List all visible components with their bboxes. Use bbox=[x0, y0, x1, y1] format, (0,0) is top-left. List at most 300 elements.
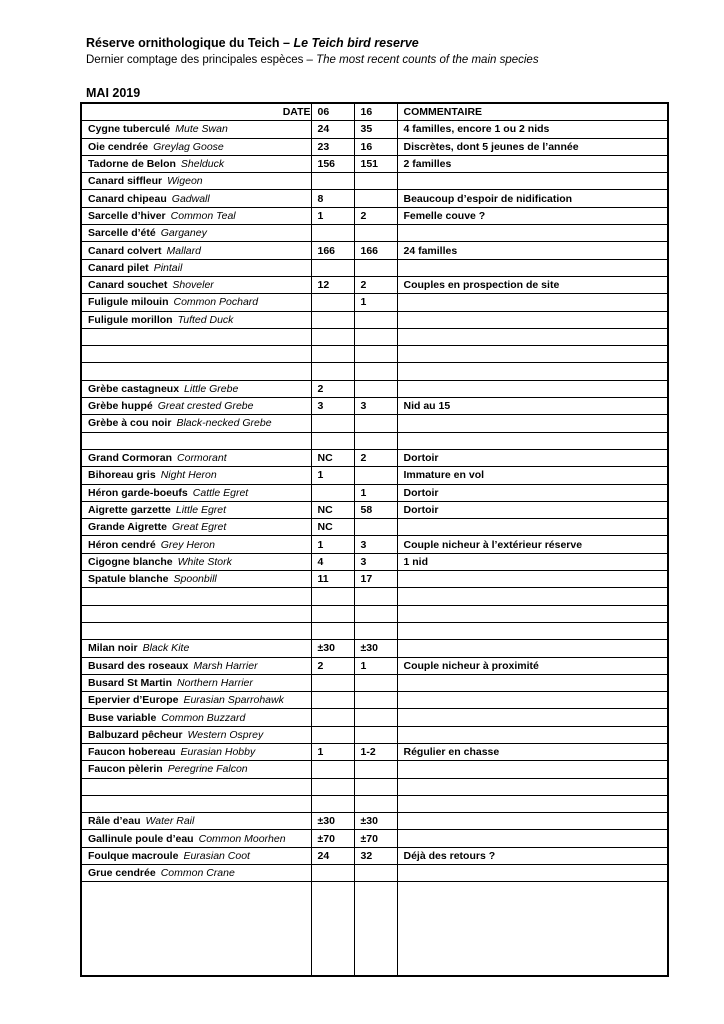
species-name-en: Wigeon bbox=[167, 175, 203, 188]
comment-cell bbox=[397, 640, 668, 657]
count-cell-16 bbox=[354, 865, 397, 882]
species-name-en: Eurasian Sparrohawk bbox=[183, 694, 284, 707]
species-name-fr: Aigrette garzette bbox=[88, 503, 171, 516]
species-name-fr: Tadorne de Belon bbox=[88, 158, 176, 171]
species-name-en: Greylag Goose bbox=[153, 140, 224, 153]
table-row bbox=[81, 813, 668, 830]
table-row bbox=[81, 242, 668, 259]
species-name-fr: Grande Aigrette bbox=[88, 521, 167, 534]
comment-cell bbox=[397, 571, 668, 588]
count-cell-06 bbox=[311, 795, 354, 812]
species-name-fr: Canard pilet bbox=[88, 261, 149, 274]
species-cell bbox=[81, 674, 311, 691]
count-cell-16 bbox=[354, 363, 397, 380]
species-name-fr: Gallinule poule d’eau bbox=[88, 832, 194, 845]
species-name-en: Common Crane bbox=[160, 867, 235, 880]
count-cell-16 bbox=[354, 692, 397, 709]
count-cell-16 bbox=[354, 173, 397, 190]
comment-cell: Nid au 15 bbox=[397, 398, 668, 415]
species-cell bbox=[81, 138, 311, 155]
count-cell-16 bbox=[354, 605, 397, 622]
count-cell-06 bbox=[311, 311, 354, 328]
comment-cell bbox=[397, 778, 668, 795]
comment-cell: Dortoir bbox=[397, 501, 668, 518]
count-cell-06: 1 bbox=[311, 467, 354, 484]
table-row bbox=[81, 467, 668, 484]
count-cell-06 bbox=[311, 294, 354, 311]
count-cell-06 bbox=[311, 709, 354, 726]
comment-cell: Immature en vol bbox=[397, 467, 668, 484]
table-row bbox=[81, 276, 668, 293]
species-cell bbox=[81, 847, 311, 864]
count-cell-16: 58 bbox=[354, 501, 397, 518]
species-name-fr: Faucon hobereau bbox=[88, 746, 176, 759]
count-cell-06: 1 bbox=[311, 536, 354, 553]
species-cell bbox=[81, 640, 311, 657]
species-name-en: Little Egret bbox=[175, 503, 227, 516]
species-cell bbox=[81, 225, 311, 242]
table-row bbox=[81, 865, 668, 882]
table-row bbox=[81, 588, 668, 605]
count-cell-16 bbox=[354, 882, 397, 976]
month-heading: MAI 2019 bbox=[86, 86, 141, 100]
comment-cell: Couples en prospection de site bbox=[397, 276, 668, 293]
species-cell bbox=[81, 276, 311, 293]
species-cell bbox=[81, 726, 311, 743]
table-row bbox=[81, 830, 668, 847]
species-cell bbox=[81, 398, 311, 415]
table-row bbox=[81, 328, 668, 345]
comment-cell bbox=[397, 588, 668, 605]
comment-cell: Femelle couve ? bbox=[397, 207, 668, 224]
species-name-en: Common Pochard bbox=[173, 296, 259, 309]
table-row bbox=[81, 398, 668, 415]
count-cell-16: 3 bbox=[354, 536, 397, 553]
table-row bbox=[81, 259, 668, 276]
species-name-en: Marsh Harrier bbox=[193, 659, 258, 672]
count-column-header-1: 06 bbox=[311, 103, 354, 121]
species-name-fr: Cigogne blanche bbox=[88, 555, 173, 568]
species-cell bbox=[81, 605, 311, 622]
species-cell bbox=[81, 328, 311, 345]
comment-cell: Couple nicheur à proximité bbox=[397, 657, 668, 674]
species-name-fr: Spatule blanche bbox=[88, 573, 169, 586]
title-separator: – bbox=[279, 36, 294, 50]
species-cell bbox=[81, 467, 311, 484]
comment-cell bbox=[397, 692, 668, 709]
species-name-en: Northern Harrier bbox=[177, 676, 253, 689]
species-cell bbox=[81, 657, 311, 674]
species-name-fr: Canard chipeau bbox=[88, 192, 167, 205]
species-name-en: Pintail bbox=[153, 261, 183, 274]
count-cell-06 bbox=[311, 622, 354, 639]
table-row bbox=[81, 121, 668, 138]
count-cell-16: ±70 bbox=[354, 830, 397, 847]
count-cell-16 bbox=[354, 225, 397, 242]
species-cell bbox=[81, 813, 311, 830]
count-cell-16 bbox=[354, 259, 397, 276]
species-name-fr: Balbuzard pêcheur bbox=[88, 728, 183, 741]
table-row bbox=[81, 225, 668, 242]
table-row bbox=[81, 605, 668, 622]
subtitle-separator: – bbox=[303, 54, 317, 66]
species-cell bbox=[81, 415, 311, 432]
count-cell-06: ±70 bbox=[311, 830, 354, 847]
species-name-fr: Sarcelle d’hiver bbox=[88, 209, 166, 222]
comment-cell: 1 nid bbox=[397, 553, 668, 570]
count-cell-16 bbox=[354, 432, 397, 449]
species-name-fr: Grèbe huppé bbox=[88, 400, 153, 413]
species-name-en: Black-necked Grebe bbox=[176, 417, 272, 430]
table-row bbox=[81, 778, 668, 795]
date-header: DATE bbox=[81, 103, 311, 121]
species-cell bbox=[81, 380, 311, 397]
species-cell bbox=[81, 173, 311, 190]
species-cell bbox=[81, 311, 311, 328]
count-cell-06 bbox=[311, 328, 354, 345]
count-cell-06 bbox=[311, 432, 354, 449]
comment-cell: Déjà des retours ? bbox=[397, 847, 668, 864]
subtitle-fr: Dernier comptage des principales espèces bbox=[86, 54, 304, 66]
species-name-en: Eurasian Hobby bbox=[180, 746, 256, 759]
count-cell-16 bbox=[354, 588, 397, 605]
comment-cell bbox=[397, 865, 668, 882]
species-name-en: Cattle Egret bbox=[192, 486, 249, 499]
table-row bbox=[81, 173, 668, 190]
count-cell-16: 3 bbox=[354, 398, 397, 415]
count-cell-16 bbox=[354, 778, 397, 795]
species-name-fr: Milan noir bbox=[88, 642, 138, 655]
species-name-fr: Canard colvert bbox=[88, 244, 162, 257]
species-name-fr: Fuligule milouin bbox=[88, 296, 169, 309]
count-cell-16 bbox=[354, 519, 397, 536]
count-cell-16: 35 bbox=[354, 121, 397, 138]
count-cell-06: NC bbox=[311, 449, 354, 466]
table-row bbox=[81, 294, 668, 311]
table-row bbox=[81, 622, 668, 639]
count-cell-06 bbox=[311, 259, 354, 276]
count-cell-06: 1 bbox=[311, 743, 354, 760]
species-name-fr: Sarcelle d’été bbox=[88, 227, 156, 240]
comment-cell bbox=[397, 882, 668, 976]
count-cell-06 bbox=[311, 882, 354, 976]
count-cell-06: 2 bbox=[311, 380, 354, 397]
species-cell bbox=[81, 259, 311, 276]
table-row bbox=[81, 847, 668, 864]
table-row bbox=[81, 484, 668, 501]
species-cell bbox=[81, 743, 311, 760]
comment-cell bbox=[397, 726, 668, 743]
comment-cell: 2 familles bbox=[397, 155, 668, 172]
table-row bbox=[81, 640, 668, 657]
count-cell-06: 8 bbox=[311, 190, 354, 207]
title-fr: Réserve ornithologique du Teich bbox=[86, 36, 280, 50]
table-row bbox=[81, 761, 668, 778]
species-cell bbox=[81, 536, 311, 553]
species-name-fr: Oie cendrée bbox=[88, 140, 149, 153]
comment-cell bbox=[397, 795, 668, 812]
comment-cell bbox=[397, 709, 668, 726]
comment-cell bbox=[397, 813, 668, 830]
count-cell-16: 1 bbox=[354, 484, 397, 501]
table-row bbox=[81, 795, 668, 812]
title-en: Le Teich bird reserve bbox=[293, 36, 419, 50]
table-row bbox=[81, 882, 668, 976]
species-name-en: Great crested Grebe bbox=[157, 400, 254, 413]
table-row bbox=[81, 207, 668, 224]
table-row bbox=[81, 743, 668, 760]
count-cell-06 bbox=[311, 173, 354, 190]
species-name-en: Shoveler bbox=[172, 279, 214, 292]
table-row bbox=[81, 432, 668, 449]
table-row bbox=[81, 311, 668, 328]
count-cell-16: 2 bbox=[354, 449, 397, 466]
count-cell-16 bbox=[354, 761, 397, 778]
table-row bbox=[81, 190, 668, 207]
count-cell-06 bbox=[311, 761, 354, 778]
count-cell-06: 11 bbox=[311, 571, 354, 588]
species-name-en: Eurasian Coot bbox=[183, 849, 250, 862]
count-cell-06: 2 bbox=[311, 657, 354, 674]
count-cell-16: 32 bbox=[354, 847, 397, 864]
comment-cell bbox=[397, 311, 668, 328]
table-row bbox=[81, 553, 668, 570]
species-cell bbox=[81, 692, 311, 709]
table-row bbox=[81, 449, 668, 466]
count-cell-16 bbox=[354, 415, 397, 432]
species-cell bbox=[81, 190, 311, 207]
species-name-en: Gadwall bbox=[171, 192, 210, 205]
count-cell-06: 3 bbox=[311, 398, 354, 415]
count-cell-16: 1 bbox=[354, 294, 397, 311]
species-cell bbox=[81, 484, 311, 501]
species-name-en: Mallard bbox=[166, 244, 201, 257]
species-name-en: Spoonbill bbox=[173, 573, 217, 586]
comment-cell bbox=[397, 294, 668, 311]
count-cell-06: 156 bbox=[311, 155, 354, 172]
comment-cell: Régulier en chasse bbox=[397, 743, 668, 760]
count-cell-06 bbox=[311, 346, 354, 363]
count-cell-06: 166 bbox=[311, 242, 354, 259]
count-cell-06: NC bbox=[311, 519, 354, 536]
count-column-header-2: 16 bbox=[354, 103, 397, 121]
species-cell bbox=[81, 571, 311, 588]
comment-cell bbox=[397, 674, 668, 691]
species-name-en: Western Osprey bbox=[187, 728, 264, 741]
species-name-fr: Fuligule morillon bbox=[88, 313, 173, 326]
comment-cell: Dortoir bbox=[397, 449, 668, 466]
species-name-fr: Buse variable bbox=[88, 711, 157, 724]
species-name-fr: Canard souchet bbox=[88, 279, 168, 292]
species-cell bbox=[81, 294, 311, 311]
count-cell-06 bbox=[311, 605, 354, 622]
document-title bbox=[86, 36, 419, 50]
count-cell-06 bbox=[311, 674, 354, 691]
species-name-fr: Canard siffleur bbox=[88, 175, 163, 188]
table-header-row bbox=[81, 103, 668, 121]
species-cell bbox=[81, 709, 311, 726]
count-cell-16 bbox=[354, 795, 397, 812]
comment-cell: 24 familles bbox=[397, 242, 668, 259]
species-name-fr: Héron cendré bbox=[88, 538, 156, 551]
table-row bbox=[81, 536, 668, 553]
count-cell-06: 23 bbox=[311, 138, 354, 155]
document-subtitle bbox=[86, 54, 539, 66]
species-name-en: Water Rail bbox=[145, 815, 195, 828]
count-cell-16 bbox=[354, 674, 397, 691]
species-name-fr: Faucon pèlerin bbox=[88, 763, 163, 776]
table-row bbox=[81, 709, 668, 726]
comment-cell: Discrètes, dont 5 jeunes de l’année bbox=[397, 138, 668, 155]
species-name-fr: Râle d’eau bbox=[88, 815, 141, 828]
count-cell-06: 24 bbox=[311, 121, 354, 138]
species-cell bbox=[81, 242, 311, 259]
species-name-fr: Héron garde-boeufs bbox=[88, 486, 188, 499]
count-cell-16 bbox=[354, 328, 397, 345]
count-cell-06 bbox=[311, 225, 354, 242]
count-cell-16: ±30 bbox=[354, 813, 397, 830]
count-cell-06: 4 bbox=[311, 553, 354, 570]
species-cell bbox=[81, 121, 311, 138]
species-cell bbox=[81, 155, 311, 172]
subtitle-en: The most recent counts of the main species bbox=[316, 54, 539, 66]
species-name-en: Mute Swan bbox=[175, 123, 228, 136]
species-name-fr: Grèbe castagneux bbox=[88, 382, 180, 395]
table-row bbox=[81, 674, 668, 691]
comment-cell bbox=[397, 328, 668, 345]
count-cell-06 bbox=[311, 415, 354, 432]
table-row bbox=[81, 519, 668, 536]
comment-cell bbox=[397, 519, 668, 536]
comment-cell bbox=[397, 761, 668, 778]
species-name-fr: Busard St Martin bbox=[88, 676, 173, 689]
table-row bbox=[81, 501, 668, 518]
species-name-en: Great Egret bbox=[171, 521, 227, 534]
species-cell bbox=[81, 761, 311, 778]
species-name-en: Common Buzzard bbox=[161, 711, 246, 724]
species-cell bbox=[81, 432, 311, 449]
count-cell-16 bbox=[354, 726, 397, 743]
table-row bbox=[81, 346, 668, 363]
count-cell-16 bbox=[354, 709, 397, 726]
count-cell-06 bbox=[311, 865, 354, 882]
species-name-en: White Stork bbox=[177, 555, 232, 568]
species-name-fr: Busard des roseaux bbox=[88, 659, 189, 672]
species-cell bbox=[81, 519, 311, 536]
count-cell-16: 2 bbox=[354, 276, 397, 293]
count-cell-06: 24 bbox=[311, 847, 354, 864]
count-cell-06: ±30 bbox=[311, 813, 354, 830]
species-name-fr: Cygne tuberculé bbox=[88, 123, 171, 136]
species-cell bbox=[81, 588, 311, 605]
table-row bbox=[81, 571, 668, 588]
species-cell bbox=[81, 207, 311, 224]
species-name-fr: Grue cendrée bbox=[88, 867, 156, 880]
count-cell-16: ±30 bbox=[354, 640, 397, 657]
count-cell-16 bbox=[354, 622, 397, 639]
count-cell-06: ±30 bbox=[311, 640, 354, 657]
comment-cell bbox=[397, 830, 668, 847]
comment-cell bbox=[397, 346, 668, 363]
species-name-en: Shelduck bbox=[180, 158, 225, 171]
table-row bbox=[81, 155, 668, 172]
count-cell-06 bbox=[311, 726, 354, 743]
species-cell bbox=[81, 882, 311, 976]
comment-header: COMMENTAIRE bbox=[397, 103, 668, 121]
table-row bbox=[81, 657, 668, 674]
species-cell bbox=[81, 865, 311, 882]
comment-cell bbox=[397, 432, 668, 449]
species-name-fr: Bihoreau gris bbox=[88, 469, 156, 482]
species-name-en: Tufted Duck bbox=[177, 313, 234, 326]
table-row bbox=[81, 138, 668, 155]
comment-cell: Couple nicheur à l’extérieur réserve bbox=[397, 536, 668, 553]
comment-cell: 4 familles, encore 1 ou 2 nids bbox=[397, 121, 668, 138]
species-cell bbox=[81, 363, 311, 380]
table-row bbox=[81, 692, 668, 709]
species-name-en: Peregrine Falcon bbox=[167, 763, 248, 776]
species-cell bbox=[81, 830, 311, 847]
count-cell-16: 1 bbox=[354, 657, 397, 674]
table-row bbox=[81, 726, 668, 743]
species-name-fr: Grand Cormoran bbox=[88, 452, 173, 465]
count-cell-16 bbox=[354, 467, 397, 484]
count-cell-16: 17 bbox=[354, 571, 397, 588]
comment-cell bbox=[397, 622, 668, 639]
species-cell bbox=[81, 346, 311, 363]
table-body bbox=[81, 121, 668, 976]
comment-cell bbox=[397, 259, 668, 276]
count-cell-06 bbox=[311, 778, 354, 795]
species-name-fr: Foulque macroule bbox=[88, 849, 179, 862]
species-name-fr: Grèbe à cou noir bbox=[88, 417, 172, 430]
count-cell-06: 1 bbox=[311, 207, 354, 224]
species-cell bbox=[81, 795, 311, 812]
comment-cell bbox=[397, 415, 668, 432]
species-name-en: Cormorant bbox=[177, 452, 227, 465]
comment-cell bbox=[397, 380, 668, 397]
species-name-en: Common Teal bbox=[170, 209, 236, 222]
count-cell-06: 12 bbox=[311, 276, 354, 293]
species-name-en: Little Grebe bbox=[184, 382, 239, 395]
bird-count-table bbox=[80, 102, 669, 977]
count-cell-06 bbox=[311, 363, 354, 380]
count-cell-06 bbox=[311, 692, 354, 709]
species-cell bbox=[81, 553, 311, 570]
count-cell-16: 151 bbox=[354, 155, 397, 172]
comment-cell: Beaucoup d’espoir de nidification bbox=[397, 190, 668, 207]
comment-cell bbox=[397, 605, 668, 622]
table-row bbox=[81, 380, 668, 397]
count-cell-16: 3 bbox=[354, 553, 397, 570]
species-cell bbox=[81, 501, 311, 518]
species-name-en: Common Moorhen bbox=[198, 832, 286, 845]
count-cell-16 bbox=[354, 311, 397, 328]
count-cell-16: 166 bbox=[354, 242, 397, 259]
species-name-en: Black Kite bbox=[142, 642, 190, 655]
comment-cell bbox=[397, 225, 668, 242]
species-name-en: Night Heron bbox=[160, 469, 217, 482]
species-name-en: Garganey bbox=[160, 227, 207, 240]
table-row bbox=[81, 363, 668, 380]
count-cell-16: 16 bbox=[354, 138, 397, 155]
species-cell bbox=[81, 622, 311, 639]
count-cell-06 bbox=[311, 588, 354, 605]
count-cell-16 bbox=[354, 346, 397, 363]
table-row bbox=[81, 415, 668, 432]
species-name-fr: Epervier d’Europe bbox=[88, 694, 179, 707]
comment-cell bbox=[397, 173, 668, 190]
